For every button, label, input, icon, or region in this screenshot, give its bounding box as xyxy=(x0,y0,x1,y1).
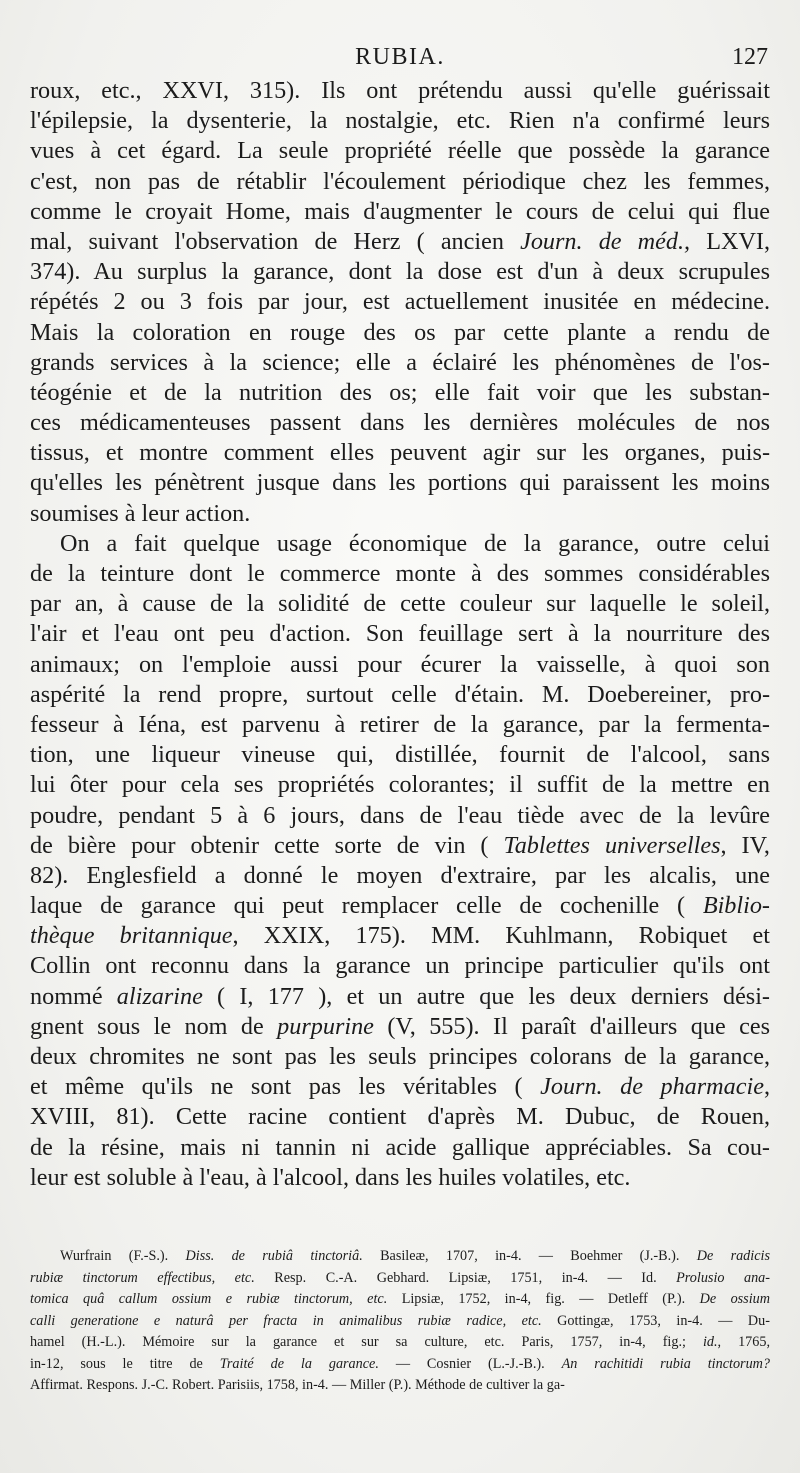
italic-title: purpurine xyxy=(277,1012,374,1040)
text-line: répétés 2 ou 3 fois par jour, est actuellement inusitée en médecine. xyxy=(30,288,770,316)
note-italic: id. xyxy=(702,1334,718,1350)
note-italic: De ossium xyxy=(699,1291,770,1307)
italic-title: alizarine xyxy=(116,982,203,1010)
note-line xyxy=(30,1268,770,1290)
note-line xyxy=(30,1375,770,1397)
note-italic: An rachitidi rubia tinctorum? xyxy=(561,1355,771,1372)
note-italic: tomica quâ callum ossium e rubiæ tinctorum, etc. xyxy=(30,1291,388,1307)
bibliography-notes xyxy=(30,1246,770,1397)
text-line: comme le croyait Home, mais d'augmenter le cours de celui qui flue xyxy=(30,197,770,225)
text-line: c'est, non pas de rétablir l'écoulement périodique chez les femmes, xyxy=(30,167,770,195)
note-run: Gottingæ, 1753, in-4. — Du- xyxy=(541,1312,770,1329)
page-header xyxy=(30,44,770,78)
note-line xyxy=(30,1289,770,1311)
text-line: deux chromites ne sont pas les seuls principes colorans de la garance, xyxy=(30,1043,770,1070)
italic-title: thèque britannique xyxy=(30,922,233,950)
text-line: fesseur à Iéna, est parvenu à retirer de la garance, par la fermenta- xyxy=(30,710,770,738)
italic-title: Biblio- xyxy=(702,892,770,920)
note-italic: De radicis xyxy=(696,1248,770,1264)
text-line xyxy=(30,831,770,861)
text-line: vues à cet égard. La seule propriété réelle que possède la garance xyxy=(30,137,770,165)
text-line: ces médicamenteuses passent dans les dernières molécules de nos xyxy=(30,409,770,437)
text-line: XVIII, 81). Cette racine contient d'après M. Dubuc, de Rouen, xyxy=(30,1103,770,1131)
paragraph-2 xyxy=(30,529,770,1193)
note-run: Resp. C.-A. Gebhard. Lipsiæ, 1751, in-4. — Id. xyxy=(254,1269,677,1286)
text-line: qu'elles les pénètrent jusque dans les portions qui paraissent les moins xyxy=(30,469,770,497)
text-run: gnent sous le nom de xyxy=(30,1012,278,1040)
text-run: , xyxy=(763,1073,770,1101)
text-line: de la résine, mais ni tannin ni acide gallique appréciables. Sa cou- xyxy=(30,1133,770,1161)
note-italic: calli generatione e naturâ per fracta in animalibus rubiæ radice, etc. xyxy=(30,1312,542,1329)
text-line: aspérité la rend propre, surtout celle d'étain. M. Doebereiner, pro- xyxy=(30,680,770,708)
text-run: de bière pour obtenir cette sorte de vin ( xyxy=(30,831,504,859)
italic-title: Journ. de méd., xyxy=(520,227,691,255)
text-line: 82). Englesfield a donné le moyen d'extraire, par les alcalis, une xyxy=(30,861,770,889)
note-run: — Cosnier (L.-J.-B.). xyxy=(378,1355,562,1372)
text-line: roux, etc., XXVI, 315). Ils ont prétendu aussi qu'elle guérissait xyxy=(30,77,770,104)
note-run: in-12, sous le titre de xyxy=(30,1355,220,1372)
text-run: , XXIX, 175). MM. Kuhlmann, Robiquet et xyxy=(232,922,771,950)
note-line xyxy=(30,1311,770,1333)
note-italic: Prolusio ana- xyxy=(676,1269,770,1286)
text-run: , IV, xyxy=(720,831,770,859)
text-run: LXVI, xyxy=(690,227,771,255)
page-number: 127 xyxy=(732,44,768,70)
text-line xyxy=(30,921,770,951)
text-line: lui ôter pour cela ses propriétés colorantes; il suffit de la mettre en xyxy=(30,771,770,799)
text-line: On a fait quelque usage économique de la garance, outre celui xyxy=(60,529,770,557)
note-run: Affirmat. Respons. J.-C. Robert. Parisiis, 1758, in-4. — Miller (P.). Méthode de cultiver la ga- xyxy=(30,1377,565,1393)
note-italic: Traité de la garance. xyxy=(219,1355,379,1372)
text-run: et même qu'ils ne sont pas les véritables ( xyxy=(30,1073,541,1101)
text-line: tion, une liqueur vineuse qui, distillée, fournit de l'alcool, sans xyxy=(30,741,770,769)
text-line xyxy=(30,1012,770,1042)
text-line: soumises à leur action. xyxy=(30,499,251,527)
note-italic: Diss. de rubiâ tinctoriâ. xyxy=(185,1248,363,1264)
text-line xyxy=(30,227,770,257)
text-line: tissus, et montre comment elles peuvent agir sur les organes, puis- xyxy=(30,439,770,467)
italic-title: Tablettes universelles xyxy=(503,831,721,859)
text-line xyxy=(30,982,770,1012)
text-line: l'épilepsie, la dysenterie, la nostalgie, etc. Rien n'a confirmé leurs xyxy=(30,107,770,135)
text-run: ( I, 177 ), et un autre que les deux derniers dési- xyxy=(202,982,770,1010)
text-line: de la teinture dont le commerce monte à des sommes considérables xyxy=(30,560,770,587)
note-run: Wurfrain (F.-S.). xyxy=(60,1248,186,1264)
text-line xyxy=(30,1072,770,1102)
text-line: par an, à cause de la solidité de cette couleur sur laquelle le soleil, xyxy=(30,590,770,618)
text-run: mal, suivant l'observation de Herz ( ancien xyxy=(30,227,521,255)
note-line xyxy=(30,1354,770,1376)
note-run: Lipsiæ, 1752, in-4, fig. — Detleff (P.). xyxy=(387,1291,700,1307)
text-line: l'air et l'eau ont peu d'action. Son feuillage sert à la nourriture des xyxy=(30,620,770,648)
text-line: 374). Au surplus la garance, dont la dose est d'un à deux scrupules xyxy=(30,258,770,286)
main-text xyxy=(30,76,770,1193)
note-italic: rubiæ tinctorum effectibus, etc. xyxy=(30,1269,255,1286)
text-line: Collin ont reconnu dans la garance un principe particulier qu'ils ont xyxy=(30,952,770,980)
text-run: (V, 555). Il paraît d'ailleurs que ces xyxy=(373,1012,770,1040)
text-line xyxy=(30,891,770,921)
note-run: , 1765, xyxy=(717,1334,771,1350)
text-line: téogénie et de la nutrition des os; elle fait voir que les substan- xyxy=(30,378,770,406)
note-line xyxy=(30,1246,770,1268)
running-head: RUBIA. xyxy=(355,44,445,70)
text-line: leur est soluble à l'eau, à l'alcool, dans les huiles volatiles, etc. xyxy=(30,1163,631,1191)
text-line: grands services à la science; elle a éclairé les phénomènes de l'os- xyxy=(30,348,770,376)
note-run: hamel (H.-L.). Mémoire sur la garance et sur sa culture, etc. Paris, 1757, in-4, fig.; xyxy=(30,1334,703,1350)
note-run: Basileæ, 1707, in-4. — Boehmer (J.-B.). xyxy=(362,1248,697,1264)
italic-title: Journ. de pharmacie xyxy=(540,1073,764,1101)
text-run: nommé xyxy=(30,982,117,1010)
text-line: poudre, pendant 5 à 6 jours, dans de l'eau tiède avec de la levûre xyxy=(30,801,770,829)
text-line: Mais la coloration en rouge des os par cette plante a rendu de xyxy=(30,318,770,346)
paragraph-1 xyxy=(30,76,770,529)
note-line xyxy=(30,1332,770,1354)
text-run: laque de garance qui peut remplacer celle de cochenille ( xyxy=(30,892,703,920)
text-line: animaux; on l'emploie aussi pour écurer la vaisselle, à quoi son xyxy=(30,650,770,678)
